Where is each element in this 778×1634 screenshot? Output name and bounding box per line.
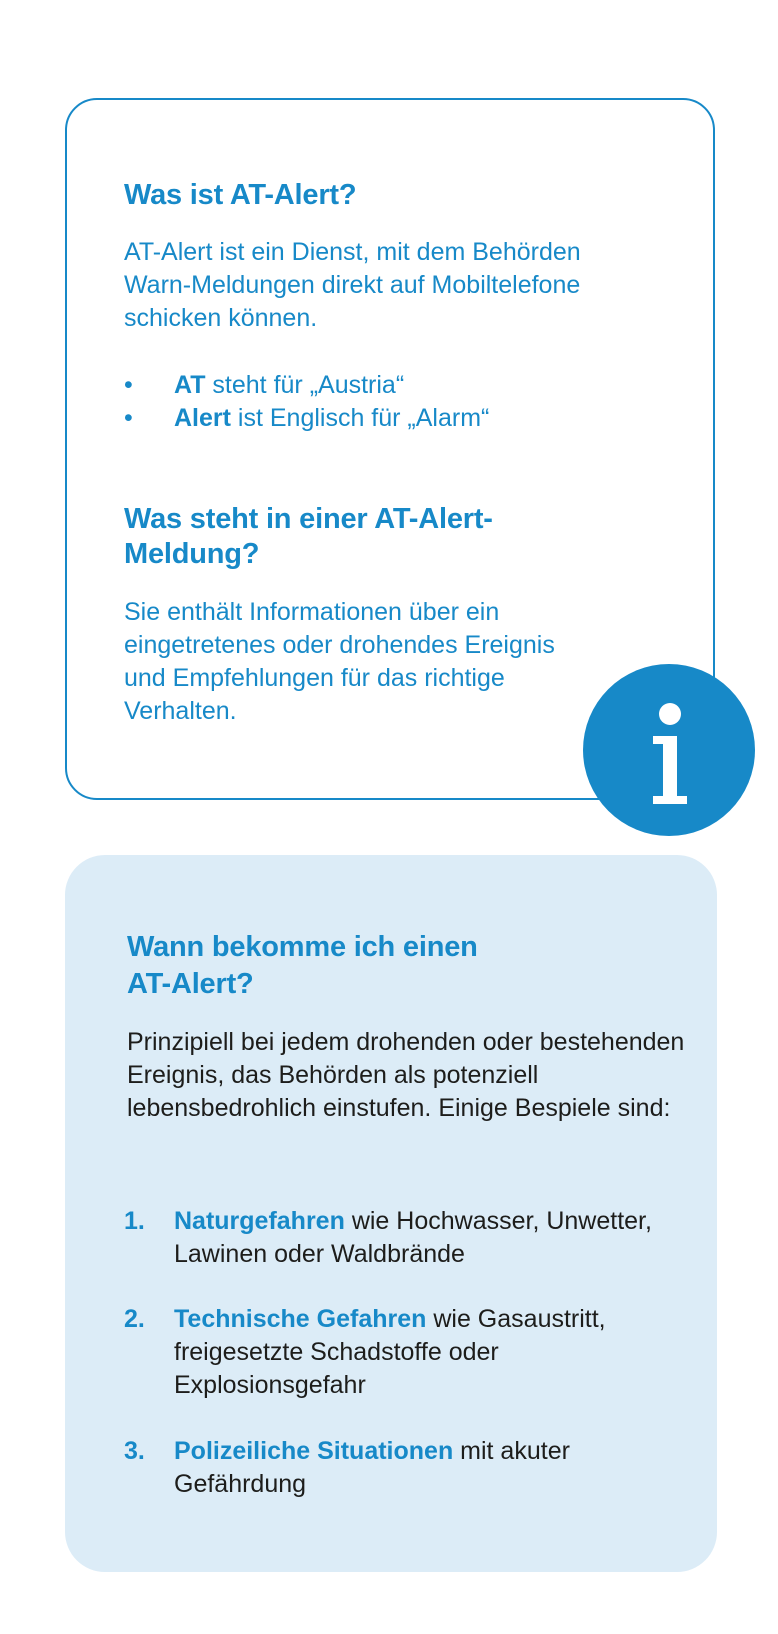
info-badge <box>583 664 755 836</box>
when-heading-line2: AT-Alert? <box>127 968 254 1000</box>
list-number: 2. <box>124 1305 145 1333</box>
when-body: Prinzipiell bei jedem drohenden oder bestehenden Ereignis, das Behörden als potenziell lebensbedrohlich einstufen. Einige Bespiele sind: <box>127 1028 685 1122</box>
bullet-dot: • <box>124 404 133 432</box>
bullet-term: AT <box>174 371 206 399</box>
what-contains-body: Sie enthält Informationen über ein eingetretenes oder drohendes Ereignis und Empfehlungen für das richtige Verhalten. <box>124 598 555 725</box>
list-text: mit akuter Gefährdung <box>174 1437 570 1498</box>
bullet-dot: • <box>124 371 133 399</box>
list-term: Naturgefahren <box>174 1207 345 1235</box>
list-text: wie Hochwasser, Unwetter, Lawinen oder Waldbrände <box>174 1207 652 1268</box>
list-term: Polizeiliche Situationen <box>174 1437 454 1465</box>
what-contains-heading-line2: Meldung? <box>124 538 260 570</box>
what-contains-heading-line1: Was steht in einer AT-Alert- <box>124 503 493 535</box>
list-number: 1. <box>124 1207 145 1235</box>
when-heading-line1: Wann bekomme ich einen <box>127 931 478 963</box>
list-text: wie Gasaustritt, freigesetzte Schadstoffe oder Explosionsgefahr <box>174 1305 606 1399</box>
bullet-text: ist Englisch für „Alarm“ <box>230 404 490 432</box>
what-is-body: AT-Alert ist ein Dienst, mit dem Behörden Warn-Meldungen direkt auf Mobiltelefone schicken können. <box>124 238 581 332</box>
what-is-heading: Was ist AT-Alert? <box>124 179 357 211</box>
info-icon <box>583 664 755 836</box>
list-number: 3. <box>124 1437 145 1465</box>
bullet-term: Alert <box>174 404 231 432</box>
list-term: Technische Gefahren <box>174 1305 427 1333</box>
bullet-text: steht für „Austria“ <box>205 371 405 399</box>
